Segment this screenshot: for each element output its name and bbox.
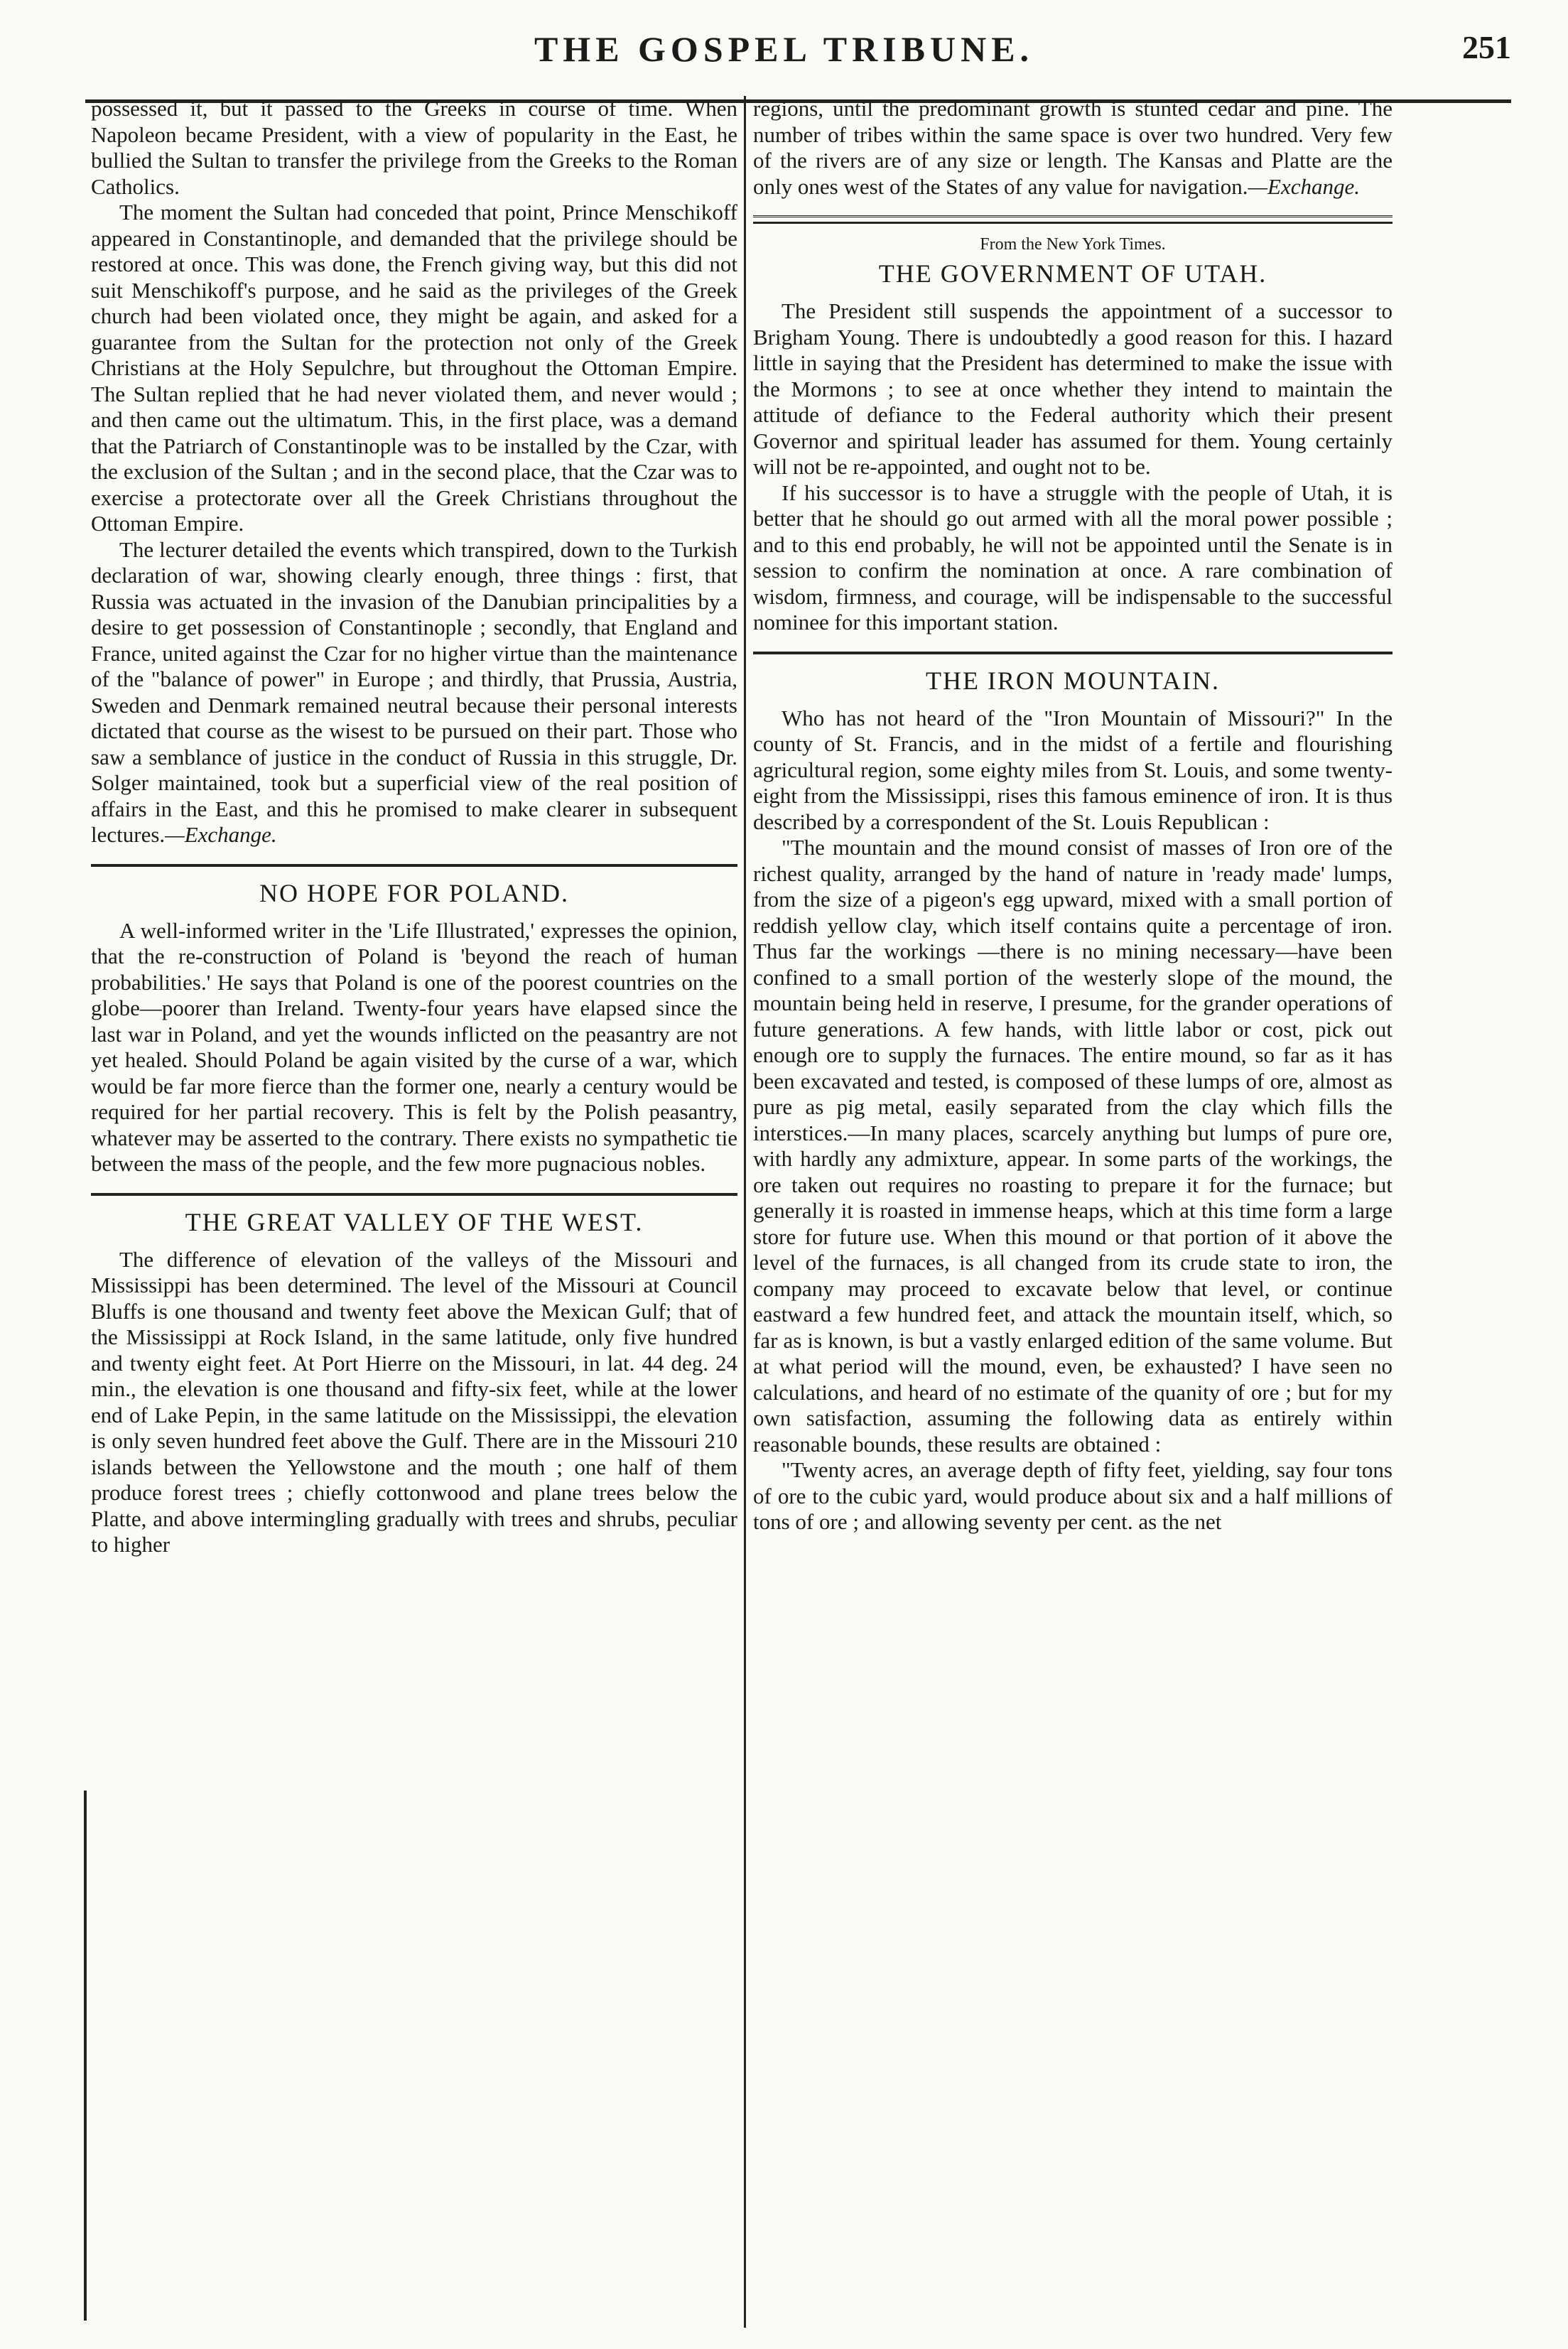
article-title-iron-mountain: THE IRON MOUNTAIN. xyxy=(925,666,1221,695)
article-separator xyxy=(91,864,737,867)
article-title-valley: THE GREAT VALLEY OF THE WEST. xyxy=(185,1207,644,1236)
right-column xyxy=(753,96,1393,2328)
article-title-utah: THE GOVERNMENT OF UTAH. xyxy=(878,259,1267,288)
utah-paragraph: If his successor is to have a struggle with the people of Utah, it is better that he should go out armed with all the moral power possible ; and to this end probably, he will not be appointed until the Senate is in session to confirm the nomination at once. A rare combination of wisdom, firmness, and courage, will be indispensable to the successful nominee for this important station. xyxy=(753,480,1393,634)
article-continued-paragraph: possessed it, but it passed to the Greeks in course of time. When Napoleon became President, with a view of popularity in the East, he bullied the Sultan to transfer the privilege from the Greeks to the Roman Catholics. xyxy=(91,96,737,199)
article-title-poland: NO HOPE FOR POLAND. xyxy=(259,878,570,907)
poland-paragraph: A well-informed writer in the 'Life Illustrated,' expresses the opinion, that the re-construction of Poland is 'beyond the reach of human probabilities.' He says that Poland is one of the poorest countries on the globe—poorer than Ireland. Twenty-four years have elapsed since the last war in Poland, and yet the wounds inflicted on the peasantry are not yet healed. Should Poland be again visited by the curse of a war, which would be far more fierce than the former one, nearly a century would be required for her partial recovery. This is felt by the Polish peasantry, whatever may be asserted to the contrary. There exists no sympathetic tie between the mass of the people, and the few more pugnacious nobles. xyxy=(91,917,737,1176)
column-divider xyxy=(744,96,746,2328)
valley-paragraph: The difference of elevation of the valleys of the Missouri and Mississippi has been determined. The level of the Missouri at Council Bluffs is one thousand and twenty feet above the Mexican Gulf; that of the Mississippi at Rock Island, in the same latitude, only five hundred and twenty eight feet. At Port Hierre on the Missouri, in lat. 44 deg. 24 min., the elevation is one thousand and fifty-six feet, while at the lower end of Lake Pepin, in the same latitude on the Mississippi, the elevation is only seven hundred feet above the Gulf. There are in the Missouri 210 islands between the Yellowstone and the mouth ; one half of them produce forest trees ; chiefly cottonwood and plane trees below the Platte, and above intermingling gradually with trees and shrubs, peculiar to higher xyxy=(91,1246,737,1557)
left-column xyxy=(91,96,737,2328)
source-credit: —Exchange. xyxy=(165,822,277,847)
valley-continued-paragraph xyxy=(753,96,1393,200)
iron-quote-paragraph: "The mountain and the mound consist of masses of Iron ore of the richest quality, arranged by the hand of nature in 'ready made' lumps, from the size of a pigeon's egg upward, mixed with a small portion of reddish yellow clay, which itself contains quite a percentage of iron. Thus far the workings —there is no mining necessary—have been confined to a small portion of the westerly slope of the mound, the mountain being held in reserve, I presume, for the grander operations of future generations. A few hands, with little labor or cost, pick out enough ore to supply the furnaces. The entire mound, so far as it has been excavated and tested, is composed of these lumps of ore, almost as pure as pig metal, easily separated from the clay which fills the interstices.—In many places, scarcely anything but lumps of pure ore, with hardly any admixture, appear. In some parts of the workings, the ore taken out requires no roasting to prepare it for the furnace; but generally it is roasted in immense heaps, which at this time form a large store for future use. When this mound or that portion of it above the level of the furnaces, is all changed from its crude state to iron, the company may proceed to excavate below that level, or continue eastward a few hundred feet, and attack the mountain itself, which, so far as is known, is but a vastly enlarged edition of the same volume. But at what period will the mound, even, be exhausted? I have seen no calculations, and heard of no estimate of the quanity of ore ; but for my own satisfaction, assuming the following data as entirely within reasonable bounds, these results are obtained : xyxy=(753,835,1393,1457)
margin-rule xyxy=(84,1791,87,2321)
article-separator xyxy=(753,215,1393,224)
article-separator xyxy=(753,652,1393,654)
paragraph-text: regions, until the predominant growth is stunted cedar and pine. The number of tribes within the same space is over two hundred. Very few of the rivers are of any size or length. The Kansas and Platte are the only ones west of the States of any value for navigation. xyxy=(753,96,1393,199)
page-number: 251 xyxy=(1462,29,1511,65)
source-note: From the New York Times. xyxy=(980,235,1166,254)
paragraph-text: The lecturer detailed the events which transpired, down to the Turkish declaration of war, showing clearly enough, three things : first, that Russia was actuated in the invasion of the Danubian principalities by a desire to get possession of Constantinople ; secondly, that England and France, united against the Czar for no higher virtue than the maintenance of the "balance of power" in Europe ; and thirdly, that Prussia, Austria, Sweden and Denmark remained neutral because their personal interests dictated that course as the wisest to be pursued on their part. Those who saw a semblance of justice in the conduct of Russia in this struggle, Dr. Solger maintained, took but a superficial view of the real position of affairs in the East, and this he promised to make clearer in subsequent lectures. xyxy=(91,536,737,847)
article-continued-paragraph xyxy=(91,537,737,848)
iron-quote-paragraph: "Twenty acres, an average depth of fifty feet, yielding, say four tons of ore to the cubic yard, would produce about six and a half millions of tons of ore ; and allowing seventy per cent. as the net xyxy=(753,1457,1393,1534)
article-separator xyxy=(91,1193,737,1196)
article-continued-paragraph: The moment the Sultan had conceded that point, Prince Menschikoff appeared in Constantinople, and demanded that the privilege should be restored at once. This was done, the French giving way, but this did not suit Menschikoff's purpose, and he said as the privileges of the Greek church had been violated once, they might be again, and asked for a guarantee from the Sultan for the protection not only of the Greek Christians at the Holy Sepulchre, but throughout the Ottoman Empire. The Sultan replied that he had never violated them, and never would ; and then came out the ultimatum. This, in the first place, was a demand that the Patriarch of Constantinople was to be installed by the Czar, with the exclusion of the Sultan ; and in the second place, that the Czar was to exercise a protectorate over all the Greek Christians throughout the Ottoman Empire. xyxy=(91,200,737,536)
masthead: THE GOSPEL TRIBUNE. xyxy=(534,29,1034,69)
iron-paragraph: Who has not heard of the "Iron Mountain of Missouri?" In the county of St. Francis, and in the midst of a fertile and flourishing agricultural region, some eighty miles from St. Louis, and some twenty-eight from the Mississippi, rises this famous eminence of iron. It is thus described by a correspondent of the St. Louis Republican : xyxy=(753,705,1393,834)
utah-paragraph: The President still suspends the appointment of a successor to Brigham Young. There is undoubtedly a good reason for this. I hazard little in saying that the President has determined to make the issue with the Mormons ; to see at once whether they intend to maintain the attitude of defiance to the Federal authority which their present Governor and spiritual leader has assumed for them. Young certainly will not be re-appointed, and ought not to be. xyxy=(753,298,1393,479)
source-credit: —Exchange. xyxy=(1248,173,1361,199)
page-header xyxy=(0,28,1568,92)
